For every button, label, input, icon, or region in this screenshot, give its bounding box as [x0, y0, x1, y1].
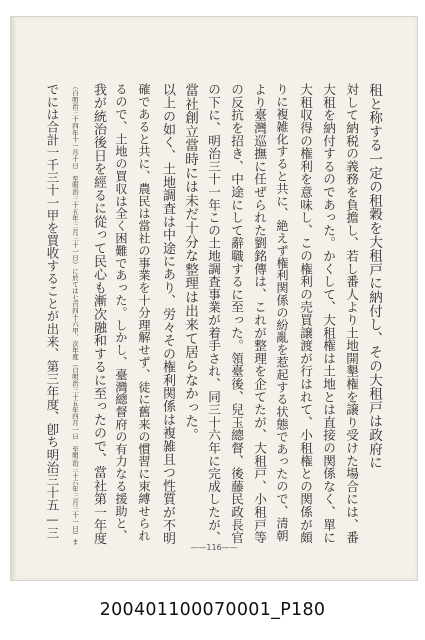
text-line: 大租収得の権利を意味し、この権利の売買譲渡が行はれて、小租権との関係が頗: [298, 83, 313, 544]
text-line: 我が統治後日を經るに從って民心も漸次融和するに至ったので、當社第一年度: [91, 83, 106, 545]
page-gutter: [11, 17, 17, 580]
text-line: 確であると共に、農民は當社の事業を十分理解せず、徒に舊来の慣習に束縛せられ: [137, 83, 151, 542]
text-line: でには合計一千三十一甲を買收することが出来、第三年度、卽ち明治三十五—三: [45, 83, 60, 540]
scan-id-caption: 200401100070001_P180: [99, 600, 326, 620]
page-number: ——116——: [190, 543, 238, 552]
text-line: 以上の如く、土地調査は中途にあり、労々その権利関係は複雑且つ性質が不明: [160, 83, 175, 545]
text-line: るので、土地の買収は全く困難であった。しかし、臺灣總督府の有力なる援助と、: [114, 83, 128, 542]
text-line: の下に、明治三十一年この土地調査事業が着手され、同三十六年に完成したが、: [206, 83, 221, 544]
text-line: （自明治三十四年十一月十日 至明治三十五年三月三十一日）に於ては七百四十六甲、次年度（自明治三十五年四月一日 至明治三十六年三月三十一日）ま: [71, 83, 79, 545]
text-line: 當社創立當時には未だ十分な整理は出来て居らなかった。: [182, 83, 198, 442]
vertical-text-body: [37, 83, 383, 545]
text-line: 租と称する一定の租穀を大租戸に納付し、その大租戸は政府に: [366, 83, 382, 470]
text-line: りに複雑化すると共に、絶えず権利関係の紛亂を惹起する状態であったので、清朝: [275, 83, 289, 542]
text-line: 大租を納付するのであった。かくして、大租権は土地とは直接の関係なく、單に: [321, 83, 336, 544]
document-page: [10, 16, 418, 581]
text-line: の反抗を招き、中途にして辭職するに至った。領臺後、兒玉總督、後藤民政長官: [229, 83, 244, 544]
text-line: 対して納税の義務を負擔し、若し番人より土地開墾権を譲り受けた場合には、番: [344, 83, 359, 544]
text-line: より臺灣巡撫に任ぜられた劉銘傳は、これが整理を企てたが、大租戸、小租戸等: [252, 83, 267, 544]
